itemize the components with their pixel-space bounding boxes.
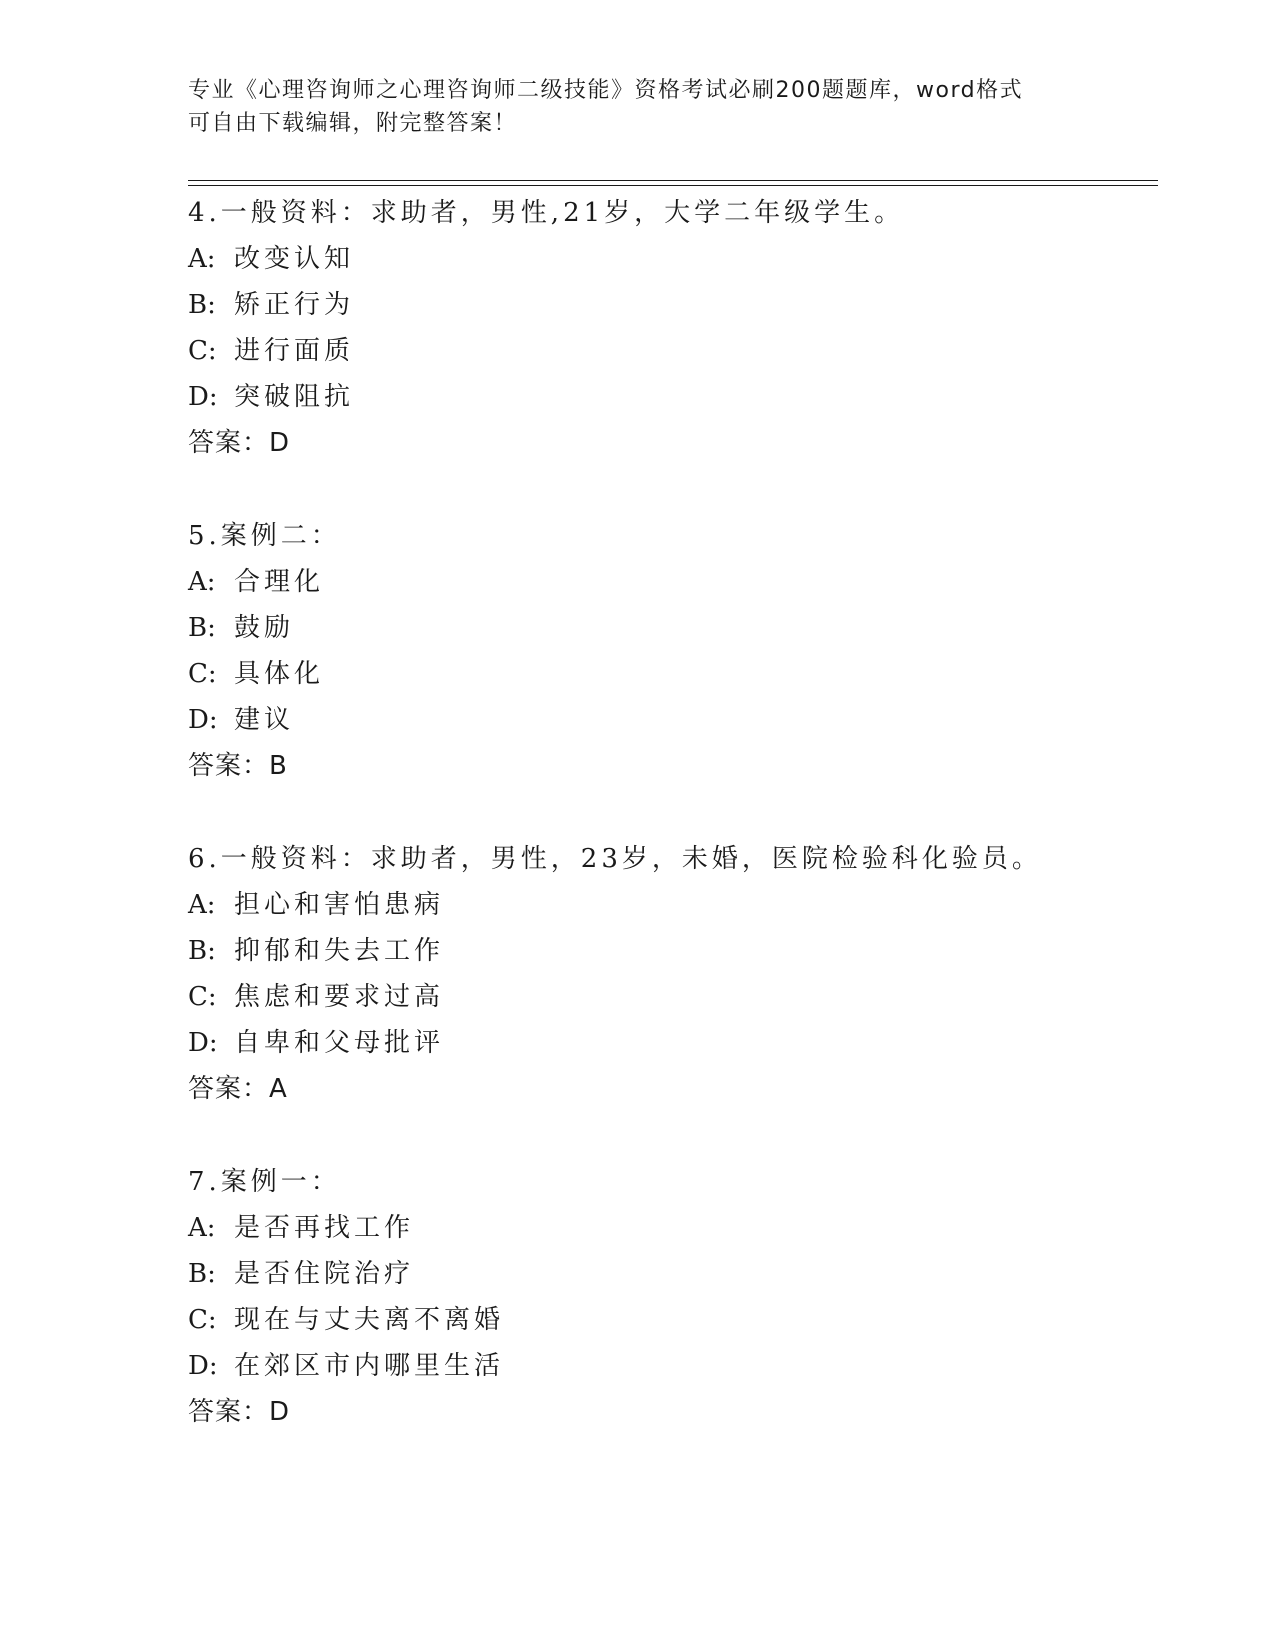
option-a — [188, 1205, 1148, 1251]
answer-line: 答案：D — [188, 1397, 291, 1427]
answer-line: 答案：B — [188, 751, 288, 781]
option-letter: C: — [188, 1305, 217, 1335]
option-c — [188, 1297, 1148, 1343]
option-b — [188, 928, 1148, 974]
question-stem: 4.一般资料：求助者，男性,21岁，大学二年级学生。 — [188, 198, 905, 228]
option-text: 矫正行为 — [234, 290, 355, 320]
option-text: 鼓励 — [234, 613, 295, 643]
option-letter: D: — [188, 382, 218, 412]
answer-line: 答案：A — [188, 1074, 288, 1104]
option-d — [188, 374, 1148, 420]
option-letter: D: — [188, 705, 218, 735]
option-letter: B: — [188, 1259, 216, 1289]
option-b — [188, 605, 1148, 651]
option-a — [188, 882, 1148, 928]
question-7 — [188, 1159, 1148, 1435]
option-c — [188, 328, 1148, 374]
option-text: 进行面质 — [234, 336, 355, 366]
option-letter: C: — [188, 336, 217, 366]
option-text: 自卑和父母批评 — [234, 1028, 445, 1058]
header-line-2: 可自由下载编辑，附完整答案！ — [188, 111, 518, 136]
option-c — [188, 974, 1148, 1020]
question-6 — [188, 836, 1148, 1112]
option-letter: B: — [188, 613, 216, 643]
option-text: 建议 — [234, 705, 295, 735]
option-letter: C: — [188, 982, 217, 1012]
option-letter: A: — [188, 567, 216, 597]
option-letter: B: — [188, 290, 216, 320]
question-list — [188, 190, 1148, 1482]
option-letter: C: — [188, 659, 217, 689]
option-text: 抑郁和失去工作 — [234, 936, 445, 966]
option-text: 担心和害怕患病 — [234, 890, 445, 920]
option-a — [188, 236, 1148, 282]
question-stem: 5.案例二： — [188, 521, 341, 551]
option-text: 是否住院治疗 — [234, 1259, 415, 1289]
answer-line: 答案：D — [188, 428, 291, 458]
option-letter: D: — [188, 1028, 218, 1058]
question-4 — [188, 190, 1148, 466]
header-divider-bottom — [188, 185, 1158, 186]
option-c — [188, 651, 1148, 697]
option-b — [188, 1251, 1148, 1297]
option-a — [188, 559, 1148, 605]
option-letter: A: — [188, 890, 216, 920]
option-text: 现在与丈夫离不离婚 — [234, 1305, 505, 1335]
document-header — [188, 74, 1088, 140]
question-stem: 7.案例一： — [188, 1167, 341, 1197]
option-letter: B: — [188, 936, 216, 966]
option-d — [188, 697, 1148, 743]
option-d — [188, 1020, 1148, 1066]
header-divider-top — [188, 180, 1158, 181]
option-text: 是否再找工作 — [234, 1213, 415, 1243]
option-b — [188, 282, 1148, 328]
option-d — [188, 1343, 1148, 1389]
question-5 — [188, 513, 1148, 789]
question-stem: 6.一般资料：求助者，男性，23岁，未婚，医院检验科化验员。 — [188, 844, 1042, 874]
option-text: 在郊区市内哪里生活 — [234, 1351, 505, 1381]
option-letter: A: — [188, 1213, 216, 1243]
option-text: 突破阻抗 — [234, 382, 355, 412]
header-line-1: 专业《心理咨询师之心理咨询师二级技能》资格考试必刷200题题库，word格式 — [188, 78, 1024, 103]
option-text: 改变认知 — [234, 244, 355, 274]
option-letter: A: — [188, 244, 216, 274]
option-text: 合理化 — [234, 567, 325, 597]
option-text: 焦虑和要求过高 — [234, 982, 445, 1012]
option-text: 具体化 — [234, 659, 325, 689]
option-letter: D: — [188, 1351, 218, 1381]
